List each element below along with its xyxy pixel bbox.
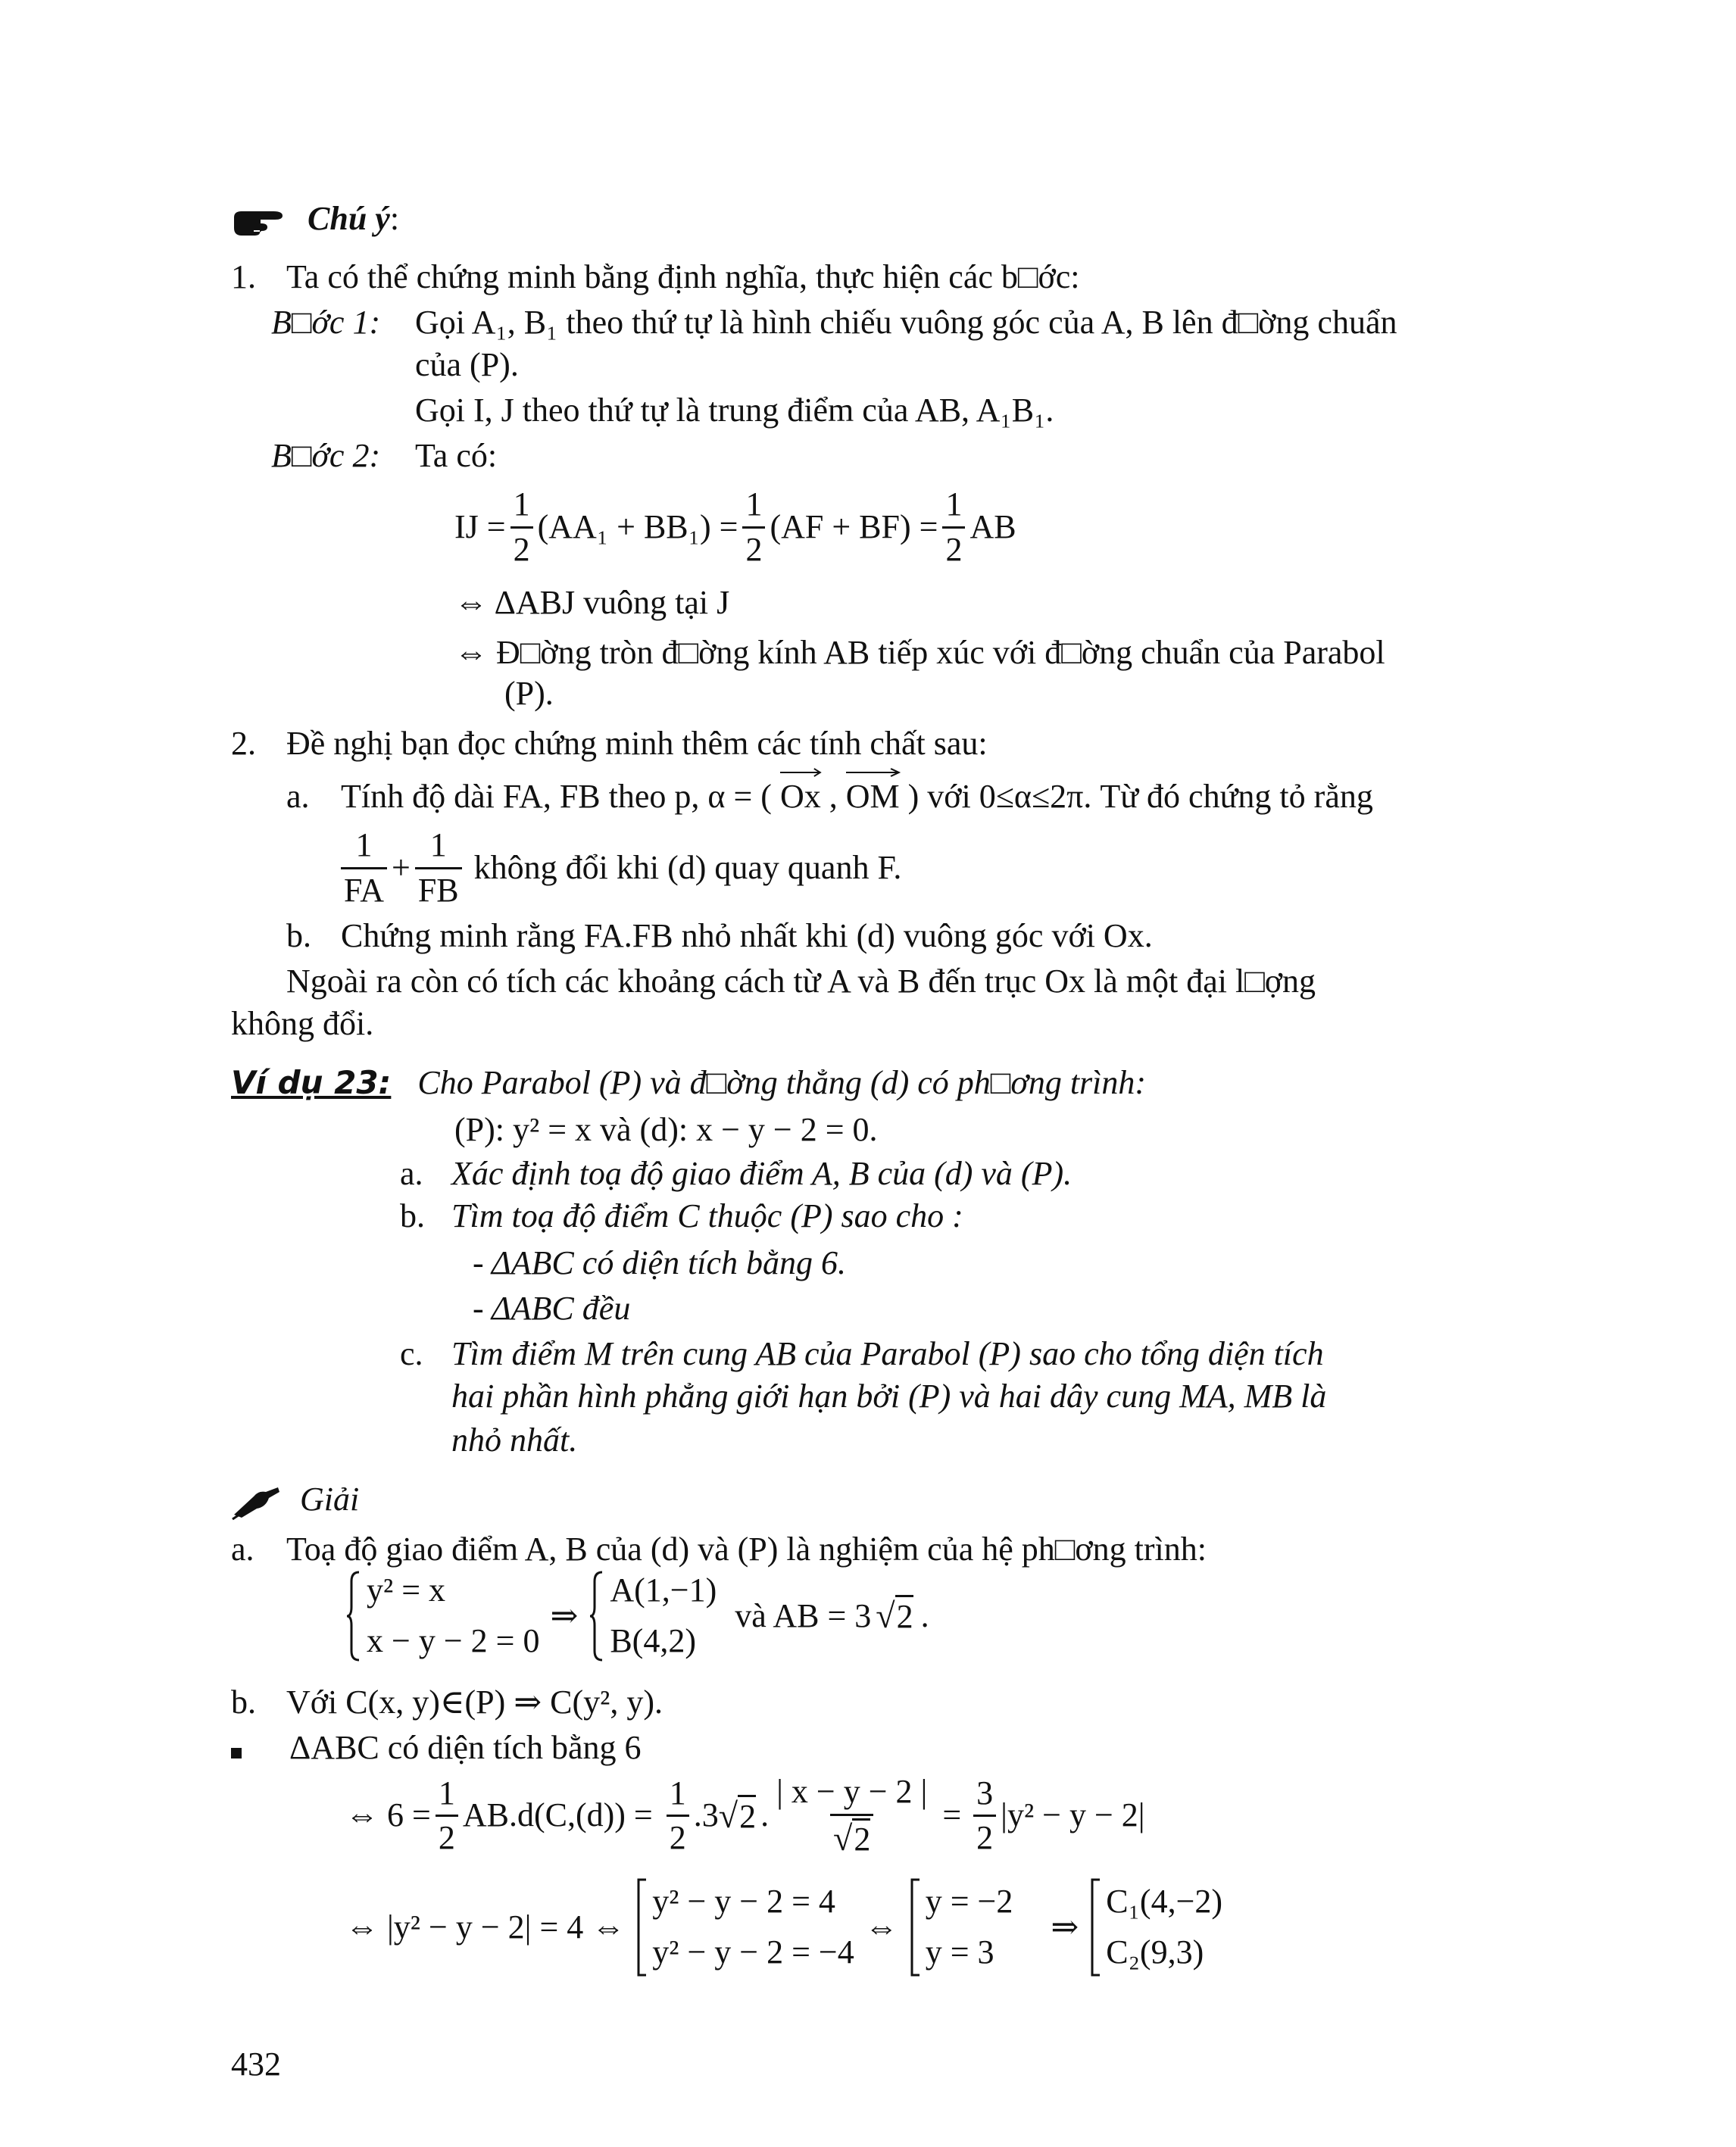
case-2a: y = −2: [925, 1883, 1013, 1921]
example-c-line-3: nhỏ nhất.: [451, 1421, 578, 1459]
item-2b-text: Chứng minh rằng FA.FB nhỏ nhất khi (d) vuông góc với Ox.: [341, 917, 1153, 954]
area-half-2: $\frac{1}{2}$: [667, 1774, 689, 1859]
half-fraction-1: $\frac{1}{2}$: [510, 485, 533, 570]
half-fraction-2: $\frac{1}{2}$: [742, 485, 765, 570]
example-a-label: a.: [400, 1155, 423, 1192]
system-eq-2: x − y − 2 = 0: [367, 1622, 540, 1659]
solution-b-label: b.: [231, 1684, 256, 1721]
step-2-label: B□ớc 2:: [271, 437, 381, 474]
example-heading: Ví dụ 23:: [231, 1064, 392, 1101]
cases-equation: ⇔ |y² − y − 2| = 4 ⇔ y² − y − 2 = 4 y² − y − 2 = −4 ⇔ y = −2 y = 3 ⇒ C₁(4,−2) C₂(9,3): [345, 1878, 1222, 1977]
solution-a-text: Toạ độ giao điểm A, B của (d) và (P) là nghiệm của hệ ph□ơng trình:: [286, 1531, 1207, 1568]
ab-radicand: 2: [895, 1595, 913, 1637]
point-c1: C₁(4,−2): [1106, 1883, 1223, 1921]
item-1-text: Ta có thể chứng minh bằng định nghĩa, thực hiện các b□ớc:: [286, 258, 1080, 295]
extra-line-2: không đổi.: [231, 1005, 374, 1042]
ab-length-text: và AB = 3: [735, 1596, 872, 1634]
note-heading: [231, 199, 399, 239]
extra-line-1: Ngoài ra còn có tích các khoảng cách từ A và B đến trục Ox là một đại l□ợng: [286, 963, 1316, 1000]
example-a-text: Xác định toạ độ giao điểm A, B của (d) và (P).: [451, 1155, 1073, 1192]
solution-a-label: a.: [231, 1531, 254, 1568]
solution-b-text: Với C(x, y)∈(P) ⇒ C(y², y).: [286, 1684, 663, 1721]
fraction-1-fb: $\frac{1}{FB}$: [415, 825, 462, 911]
ij-equation: [454, 485, 1016, 570]
half-fraction-3: $\frac{1}{2}$: [942, 485, 965, 570]
bracket-2: [909, 1878, 921, 1977]
step-1-line-1: Gọi A₁, B₁ theo thứ tự là hình chiếu vuông góc của A, B lên đ□ờng chuẩn: [415, 304, 1397, 341]
example-c-line-1: Tìm điểm M trên cung AB của Parabol (P) sao cho tổng diện tích: [451, 1335, 1324, 1372]
item-1-number: 1.: [231, 258, 256, 295]
area-half-1: $\frac{1}{2}$: [436, 1774, 458, 1859]
vector-om: OM: [846, 777, 900, 817]
left-brace-2: [589, 1571, 605, 1662]
case-2b: y = 3: [925, 1933, 994, 1971]
bullet-text: ΔABC có diện tích bằng 6: [289, 1729, 642, 1766]
case-1b: y² − y − 2 = −4: [652, 1933, 854, 1971]
fraction-1-fa: $\frac{1}{FA}$: [341, 825, 387, 911]
three-halves: $\frac{3}{2}$: [973, 1774, 996, 1859]
implies-arrow: ⇒: [550, 1596, 579, 1634]
system-eq-1: y² = x: [367, 1571, 446, 1609]
example-b-text: Tìm toạ độ điểm C thuộc (P) sao cho :: [451, 1197, 963, 1234]
note-colon: :: [389, 200, 400, 237]
example-b-item-2: - ΔABC đều: [473, 1290, 631, 1327]
example-equation: (P): y² = x và (d): x − y − 2 = 0.: [454, 1111, 878, 1148]
ij-part-2: (AF + BF) =: [770, 507, 938, 545]
bracket-3: [1089, 1878, 1101, 1977]
item-2a-label: a.: [286, 778, 310, 815]
area-equation: ⇔ 6 = $\frac{1}{2}$ AB.d(C,(d)) = $\frac{1}{2}$ .3 √ 2 . $\frac{| x - y - 2 |}{√2}$ = $\frac{3}{2}$ |y² − y − 2|: [345, 1772, 1145, 1860]
point-c2: C₂(9,3): [1106, 1933, 1204, 1971]
distance-fraction: $\frac{| x - y - 2 |}{√2}$: [773, 1772, 930, 1860]
writing-hand-icon: [231, 1484, 283, 1521]
reciprocal-sum: $\frac{1}{FA}$ + $\frac{1}{FB}$ không đổi khi (d) quay quanh F.: [341, 825, 901, 911]
page-number: 432: [231, 2046, 281, 2083]
item-2-number: 2.: [231, 725, 256, 762]
note-label: Chú ý: [308, 200, 390, 237]
item-2-text: Đề nghị bạn đọc chứng minh thêm các tính chất sau:: [286, 725, 988, 762]
example-c-label: c.: [400, 1335, 423, 1372]
example-intro: Cho Parabol (P) và đ□ờng thẳng (d) có ph□ơng trình:: [417, 1064, 1147, 1101]
point-b: B(4,2): [610, 1622, 696, 1659]
step-2-line-1: Ta có:: [415, 437, 498, 474]
item-2b-label: b.: [286, 917, 311, 954]
pointing-hand-icon: [231, 207, 286, 237]
example-b-item-1: - ΔABC có diện tích bằng 6.: [473, 1244, 847, 1281]
bracket-1: [635, 1878, 648, 1977]
bullet-line: [231, 1728, 642, 1768]
left-brace: [345, 1571, 362, 1662]
solution-label: Giải: [300, 1481, 360, 1518]
item-2a-text: Tính độ dài FA, FB theo p, α = ( Ox , OM ) với 0≤α≤2π. Từ đó chứng tỏ rằng: [341, 777, 1373, 817]
ij-part-1: (AA₁ + BB₁) =: [537, 507, 738, 545]
iff-line-2-cont: (P).: [504, 675, 554, 712]
solution-heading: [231, 1480, 359, 1521]
system-of-equations: y² = x x − y − 2 = 0 ⇒ A(1,−1) B(4,2) và AB = 3 √ 2 .: [345, 1571, 929, 1662]
example-b-label: b.: [400, 1197, 425, 1234]
case-1a: y² − y − 2 = 4: [652, 1883, 835, 1921]
ij-lhs: IJ =: [454, 507, 506, 545]
step-1-line-3: Gọi I, J theo thứ tự là trung điểm của AB, A₁B₁.: [415, 392, 1054, 429]
ij-part-3: AB: [969, 507, 1016, 545]
example-heading-line: [231, 1063, 1146, 1103]
bullet-icon: [231, 1748, 242, 1758]
vector-ox: Ox: [780, 777, 821, 817]
iff-line-1: ⇔ ΔABJ vuông tại J: [454, 584, 730, 621]
point-a: A(1,−1): [610, 1571, 717, 1609]
step-1-line-2: của (P).: [415, 346, 519, 383]
step-1-label: B□ớc 1:: [271, 304, 381, 341]
example-c-line-2: hai phần hình phẳng giới hạn bởi (P) và hai dây cung MA, MB là: [451, 1378, 1327, 1415]
reciprocal-tail: không đổi khi (d) quay quanh F.: [473, 848, 902, 886]
iff-line-2: ⇔ Đ□ờng tròn đ□ờng kính AB tiếp xúc với đ□ờng chuẩn của Parabol: [454, 634, 1385, 671]
